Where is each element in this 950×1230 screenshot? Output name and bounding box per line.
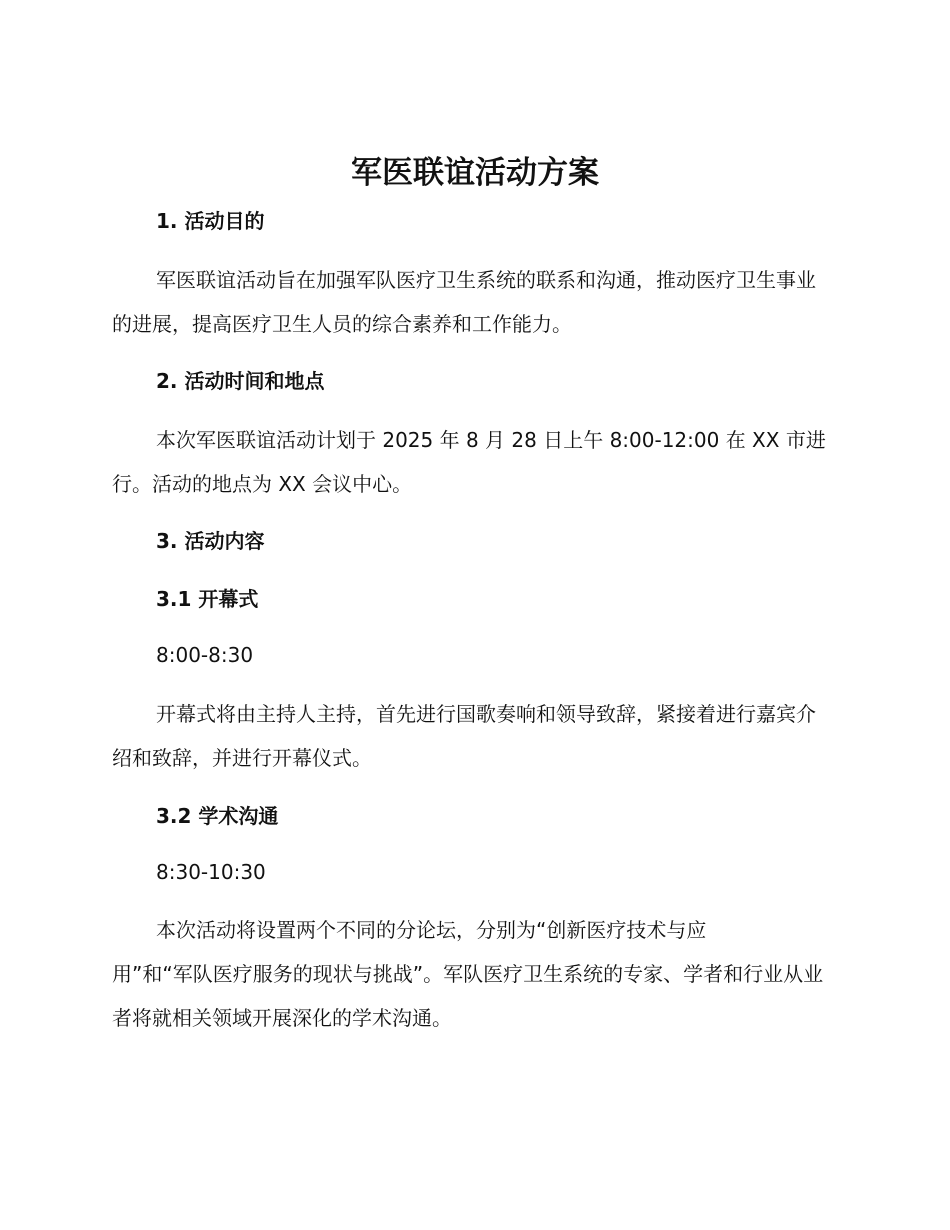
- subsection-paragraph-academic: [112, 908, 832, 1040]
- subsection-time-academic: 8:30-10:30: [156, 860, 266, 884]
- document-title: 军医联谊活动方案: [351, 155, 599, 191]
- section-heading-purpose: 1. 活动目的: [156, 209, 265, 233]
- section-paragraph-time-place: 本次军医联谊活动计划于 2025 年 8 月 28 日上午 8:00-12:00 在 XX 市进行。活动的地点为 XX 会议中心。: [112, 428, 826, 496]
- academic-paragraph-rest: 用”和“军队医疗服务的现状与挑战”。军队医疗卫生系统的专家、学者和行业从业者将就相关领域开展深化的学术沟通。: [112, 962, 824, 1030]
- section-heading-content: 3. 活动内容: [156, 529, 265, 553]
- subsection-heading-opening: 3.1 开幕式: [156, 587, 259, 611]
- subsection-time-opening: 8:00-8:30: [156, 643, 254, 667]
- academic-paragraph-line1: 本次活动将设置两个不同的分论坛，分别为“创新医疗技术与应: [156, 918, 707, 942]
- section-paragraph-purpose: 军医联谊活动旨在加强军队医疗卫生系统的联系和沟通，推动医疗卫生事业的进展，提高医疗卫生人员的综合素养和工作能力。: [112, 268, 816, 336]
- subsection-paragraph-opening: 开幕式将由主持人主持，首先进行国歌奏响和领导致辞，紧接着进行嘉宾介绍和致辞，并进行开幕仪式。: [112, 702, 816, 770]
- subsection-heading-academic: 3.2 学术沟通: [156, 804, 279, 828]
- section-heading-time-place: 2. 活动时间和地点: [156, 369, 325, 393]
